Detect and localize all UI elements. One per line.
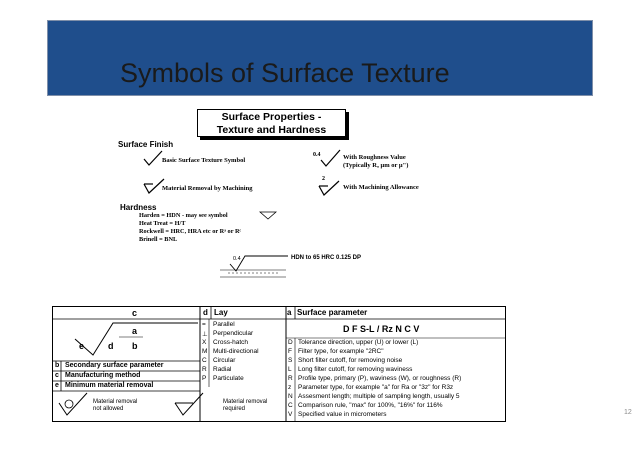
hardness-line: Heat Treat = H/T bbox=[139, 220, 186, 227]
param-symbol: S bbox=[288, 357, 293, 364]
lay-symbol: X bbox=[202, 339, 207, 346]
lay-symbol: R bbox=[202, 366, 207, 373]
param-header: Surface parameter bbox=[297, 308, 368, 317]
roughness-value: 0.4 bbox=[313, 152, 321, 158]
param-header-key: a bbox=[287, 308, 292, 317]
legend-text: Minimum material removal bbox=[65, 382, 154, 389]
box-title-line1: Surface Properties - bbox=[221, 111, 322, 123]
roughness-label-line2: (Typically Rₐ μm or μ") bbox=[343, 162, 409, 169]
roughness-label-line1: With Roughness Value bbox=[343, 154, 406, 161]
lay-symbol: M bbox=[202, 348, 208, 355]
roughness-symbol-icon bbox=[320, 149, 342, 167]
material-removal-label: Material Removal by Machining bbox=[162, 185, 253, 192]
not-allowed-line1: Material removal bbox=[93, 399, 138, 405]
param-symbol: F bbox=[288, 348, 292, 355]
surface-texture-legend-table bbox=[52, 306, 506, 422]
legend-text: Manufacturing method bbox=[65, 372, 141, 379]
param-symbol: V bbox=[288, 411, 293, 418]
callout-value: 0.4 bbox=[233, 256, 241, 262]
param-symbol: R bbox=[288, 375, 293, 382]
lay-symbol: ⊥ bbox=[202, 331, 208, 338]
symbol-letter-c: c bbox=[132, 308, 138, 318]
param-text: Comparison rule, "max" for 100%, "16%" for 116% bbox=[298, 402, 443, 409]
hardness-line: Rockwell = HRC, HRA etc or Rᵃ or Rᶜ bbox=[139, 228, 242, 235]
machining-allowance-symbol-icon bbox=[318, 180, 340, 196]
slide-title: Symbols of Surface Texture bbox=[120, 58, 450, 88]
allowance-value: 2 bbox=[322, 176, 325, 182]
symbol-letter-d: d bbox=[108, 341, 114, 351]
param-symbol: D bbox=[288, 339, 293, 346]
param-symbol: C bbox=[288, 402, 293, 409]
lay-text: Circular bbox=[213, 357, 236, 364]
lay-symbol: = bbox=[202, 321, 206, 328]
legend-key: c bbox=[55, 372, 59, 379]
param-symbol: N bbox=[288, 393, 293, 400]
basic-texture-symbol-icon bbox=[143, 150, 163, 166]
page-number: 12 bbox=[624, 409, 632, 416]
symbol-letter-b: b bbox=[132, 341, 138, 351]
param-text: Filter type, for example "2RC" bbox=[298, 348, 384, 355]
param-text: Tolerance direction, upper (U) or lower (L) bbox=[298, 339, 419, 346]
param-text: Long filter cutoff, for removing waviness bbox=[298, 366, 413, 373]
basic-symbol-label: Basic Surface Texture Symbol bbox=[162, 157, 246, 164]
hardness-list bbox=[139, 212, 241, 244]
hardness-heading: Hardness bbox=[120, 203, 157, 212]
hardness-triangle-icon bbox=[259, 211, 277, 220]
hardness-line: Brinell = BNL bbox=[139, 236, 178, 243]
required-line2: required bbox=[223, 406, 246, 412]
allowance-label: With Machining Allowance bbox=[343, 184, 419, 191]
lay-text: Particulate bbox=[213, 375, 244, 382]
lay-text: Cross-hatch bbox=[213, 339, 249, 346]
callout-symbol-icon bbox=[218, 253, 293, 281]
surface-finish-heading: Surface Finish bbox=[118, 140, 174, 149]
required-line1: Material removal bbox=[223, 399, 268, 405]
surface-properties-title-box bbox=[197, 109, 346, 137]
param-text: Profile type, primary (P), waviness (W), or roughness (R) bbox=[298, 375, 462, 382]
callout-text: HDN to 65 HRC 0.125 DP bbox=[291, 255, 362, 261]
lay-header: Lay bbox=[214, 308, 228, 317]
legend-key: e bbox=[55, 382, 59, 389]
symbol-letter-e: e bbox=[79, 341, 85, 351]
not-allowed-line2: not allowed bbox=[93, 406, 124, 412]
lay-text: Perpendicular bbox=[213, 330, 254, 337]
lay-symbol: C bbox=[202, 357, 207, 364]
symbol-letter-a: a bbox=[132, 326, 138, 336]
lay-text: Radial bbox=[213, 366, 232, 373]
lay-text: Parallel bbox=[213, 321, 235, 328]
legend-key: b bbox=[55, 362, 60, 369]
param-text: Short filter cutoff, for removing noise bbox=[298, 357, 403, 364]
param-symbol: L bbox=[288, 366, 292, 373]
lay-text: Multi-directional bbox=[213, 348, 259, 355]
param-format: D F S-L / Rz N C V bbox=[343, 324, 420, 334]
param-text: Assesment length; multiple of sampling length, usually 5 bbox=[298, 393, 460, 400]
param-text: Parameter type, for example "a" for Ra or "3z" for R3z bbox=[298, 384, 454, 391]
param-text: Specified value in micrometers bbox=[298, 411, 387, 418]
lay-symbol: P bbox=[202, 375, 207, 382]
legend-text: Secondary surface parameter bbox=[65, 362, 164, 369]
box-title-line2: Texture and Hardness bbox=[216, 124, 327, 136]
hardness-line: Harden = HDN - may see symbol bbox=[139, 212, 228, 219]
lay-header-key: d bbox=[203, 308, 208, 317]
param-symbol: z bbox=[288, 384, 292, 391]
